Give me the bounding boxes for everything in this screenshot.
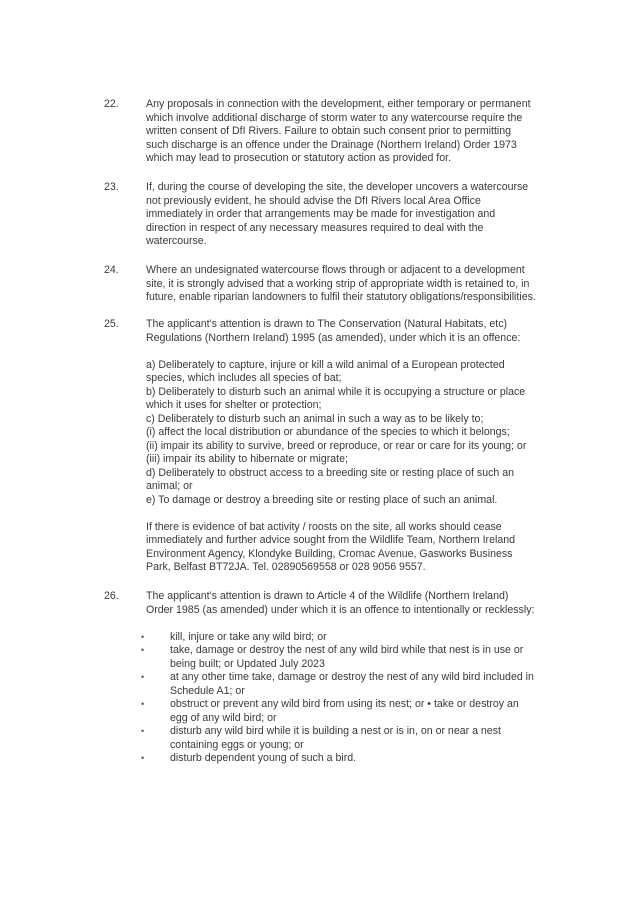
bullet-icon: • (141, 672, 145, 682)
bullet-icon: • (141, 645, 145, 655)
text-line: obstruct or prevent any wild bird from using its nest; or • take or destroy an (170, 698, 519, 710)
text-line: such discharge is an offence under the Drainage (Northern Ireland) Order 1973 (146, 138, 517, 151)
clause-text (146, 181, 546, 249)
clause-text (146, 98, 546, 166)
text-line: kill, injure or take any wild bird; or (170, 630, 327, 643)
text-line: egg of any wild bird; or (170, 711, 277, 724)
text-line: being built; or Updated July 2023 (170, 657, 325, 670)
clause-number: 26. (104, 590, 119, 602)
bullet-icon: • (141, 699, 145, 709)
text-line: If, during the course of developing the site, the developer uncovers a watercourse (146, 181, 529, 193)
text-line: (iii) impair its ability to hibernate or migrate; (146, 453, 348, 465)
text-line: Where an undesignated watercourse flows through or adjacent to a development (146, 264, 525, 276)
text-line: (i) affect the local distribution or abundance of the species to which it belongs; (146, 426, 510, 438)
list-item (141, 725, 546, 752)
text-line: (ii) impair its ability to survive, breed or reproduce, or rear or care for its young; or (146, 439, 527, 452)
clause-text (146, 318, 546, 575)
bullet-icon: • (141, 726, 145, 736)
bullet-icon: • (141, 631, 145, 642)
clause-number: 25. (104, 318, 119, 330)
text-line: Regulations (Northern Ireland) 1995 (as amended), under which it is an offence: (146, 331, 521, 344)
text-line: watercourse. (146, 235, 207, 247)
text-line: site, it is strongly advised that a working strip of appropriate width is retained to, in (146, 277, 530, 290)
text-line: The applicant's attention is drawn to Article 4 of the Wildlife (Northern Ireland) (146, 590, 509, 602)
text-line: direction in respect of any necessary measures required to deal with the (146, 221, 484, 234)
text-line: a) Deliberately to capture, injure or kill a wild animal of a European protected (146, 358, 505, 371)
text-line: which it uses for shelter or protection; (146, 399, 322, 411)
paragraph-gap (146, 507, 546, 521)
text-line: e) To damage or destroy a breeding site or resting place of such an animal. (146, 493, 498, 506)
paragraph-gap (146, 617, 546, 631)
bullet-icon: • (141, 753, 145, 763)
text-line: not previously evident, he should advise the DfI Rivers local Area Office (146, 194, 481, 207)
text-line: future, enable riparian landowners to fulfil their statutory obligations/responsibilities. (146, 291, 536, 303)
text-line: d) Deliberately to obstruct access to a breeding site or resting place of such an (146, 466, 515, 479)
text-line: animal; or (146, 480, 193, 492)
text-line: which may lead to prosecution or statutory action as provided for. (146, 152, 452, 164)
paragraph-gap (146, 345, 546, 359)
text-line: take, damage or destroy the nest of any wild bird while that nest is in use or (170, 644, 524, 656)
clause-text (141, 590, 546, 766)
list-item (141, 671, 546, 698)
text-line: species, which includes all species of bat; (146, 372, 342, 384)
text-line: The applicant's attention is drawn to The Conservation (Natural Habitats, etc) (146, 318, 508, 330)
text-line: b) Deliberately to disturb such an animal while it is occupying a structure or place (146, 385, 526, 398)
text-line: written consent of DfI Rivers. Failure to obtain such consent prior to permitting (146, 125, 512, 137)
list-item (141, 698, 546, 725)
clause-number: 24. (104, 264, 119, 276)
clause-number: 22. (104, 98, 119, 110)
text-line: Environment Agency, Klondyke Building, Cromac Avenue, Gasworks Business (146, 547, 513, 560)
text-line: Order 1985 (as amended) under which it is an offence to intentionally or recklessly: (146, 603, 535, 616)
clause-number: 23. (104, 181, 119, 193)
text-line: If there is evidence of bat activity / roosts on the site, all works should cease (146, 520, 502, 533)
text-line: disturb dependent young of such a bird. (170, 752, 357, 764)
text-line: containing eggs or young; or (170, 738, 304, 751)
text-line: disturb any wild bird while it is building a nest or is in, on or near a nest (170, 725, 501, 737)
text-line: which involve additional discharge of storm water to any watercourse require the (146, 111, 523, 124)
clause-text (146, 264, 546, 305)
text-line: immediately in order that arrangements may be made for investigation and (146, 208, 496, 220)
text-line: Park, Belfast BT72JA. Tel. 02890569558 or 028 9056 9557. (146, 561, 426, 573)
list-item (141, 630, 546, 645)
text-line: Any proposals in connection with the development, either temporary or permanent (146, 98, 531, 110)
text-line: Schedule A1; or (170, 684, 245, 697)
text-line: immediately and further advice sought from the Wildlife Team, Northern Ireland (146, 534, 515, 546)
list-item (141, 752, 546, 766)
text-line: c) Deliberately to disturb such an animal in such a way as to be likely to; (146, 412, 484, 425)
list-item (141, 644, 546, 671)
offence-list (141, 630, 546, 766)
text-line: at any other time take, damage or destroy the nest of any wild bird included in (170, 671, 534, 683)
